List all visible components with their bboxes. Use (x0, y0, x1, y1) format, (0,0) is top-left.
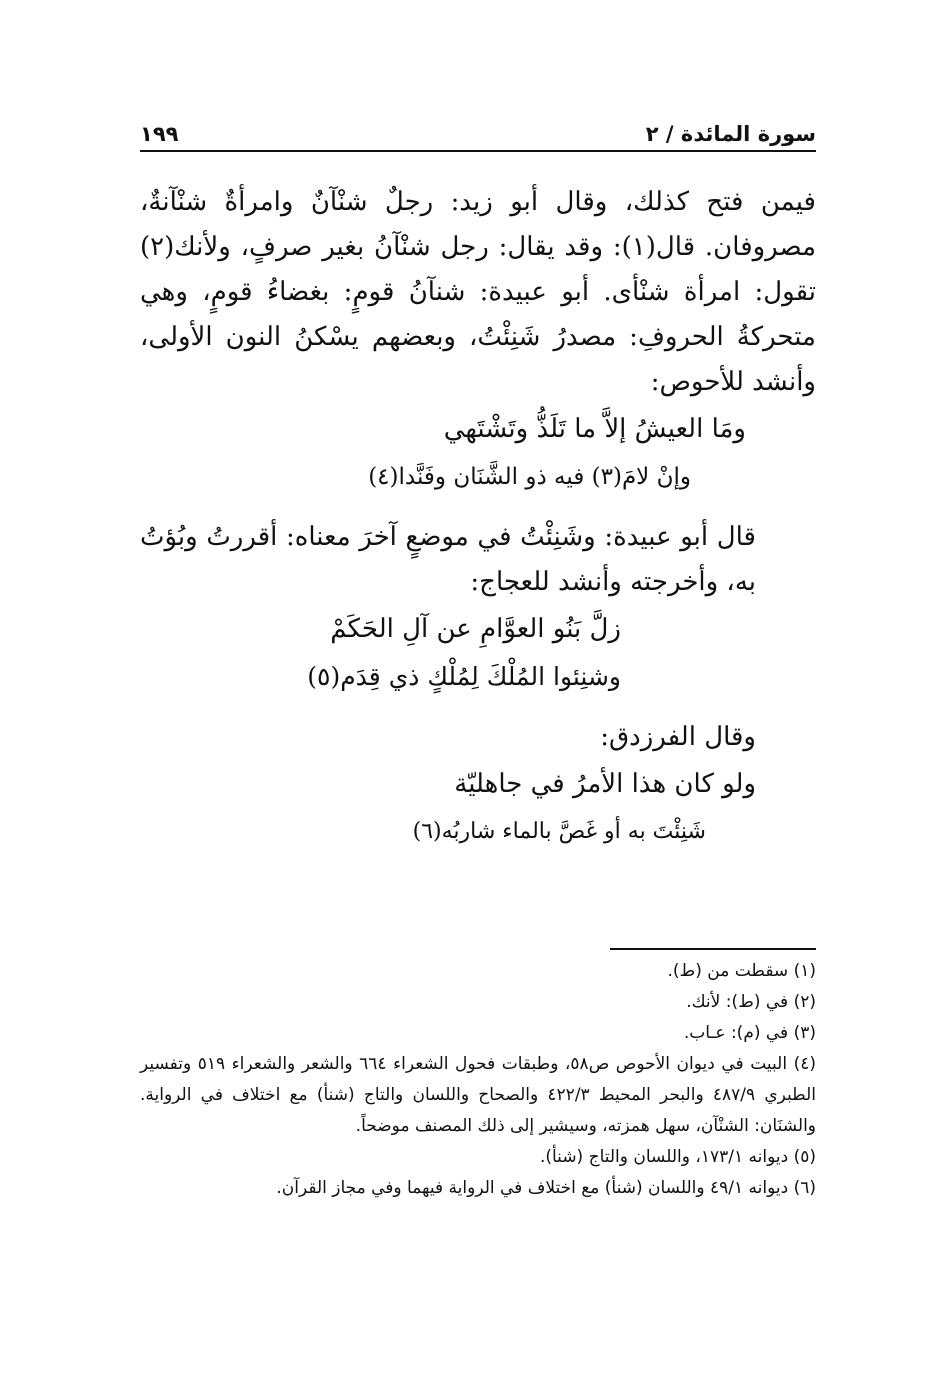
verse-farazdaq-line-1: ولو كان هذا الأمرُ في جاهليّة (454, 769, 756, 799)
verse-ajjaj-line-2: وشنِئوا المُلْكَ لِمُلْكٍ ذي قِدَم(٥) (307, 662, 621, 691)
footnotes (140, 956, 816, 1204)
verse-ahwas-line-2: وإنْ لامَ(٣) فيه ذو الشَّنَان وفَنَّدا(٤) (368, 464, 691, 490)
verse-ahwas (140, 405, 816, 501)
paragraph-3: وقال الفرزدق: (600, 722, 756, 752)
footnote-5: (٥) ديوانه ١٧٣/١، واللسان والتاج (شنأ). (539, 1147, 816, 1167)
footnote-4: (٤) البيت في ديوان الأحوص ص٥٨، وطبقات فحول الشعراء ٦٦٤ والشعر والشعراء ٥١٩ وتفسير الطبري ٤٨٧/٩ والبحر المحيط ٤٢٢/٣ والصحاح واللسان والتاج (شنأ) مع اختلاف في الرواية. والشنَان: الشنْآن، سهل همزته، وسيشير إلى ذلك المصنف موضحاً. (140, 1054, 816, 1136)
paragraph-2: قال أبو عبيدة: وشَنِئْتُ في موضعٍ آخرَ معناه: أقررتُ وبُؤتُ به، وأخرجته وأنشد للعجاج: (140, 522, 756, 597)
verse-farazdaq (140, 760, 816, 856)
footnote-1: (١) سقطت من (ط). (667, 961, 816, 981)
footnote-2: (٢) في (ط): لأنك. (686, 992, 816, 1012)
verse-ajjaj (140, 605, 816, 701)
footnote-6: (٦) ديوانه ٤٩/١ واللسان (شنأ) مع اختلاف في الرواية فيهما وفي مجاز القرآن. (276, 1178, 816, 1198)
footnote-3: (٣) في (م): عـاب. (683, 1023, 816, 1043)
verse-farazdaq-line-2: شَنِئْتَ به أو غَصَّ بالماء شاربُه(٦) (412, 819, 706, 844)
running-title: سورة المائدة / ٢ (645, 122, 816, 146)
verse-ahwas-line-1: ومَا العيشُ إلاَّ ما تَلَذُّ وتَشْتَهي (443, 414, 746, 444)
spacer (140, 701, 816, 715)
paragraph-1: فيمن فتح كذلك، وقال أبو زيد: رجلٌ شنْآنٌ وامرأةٌ شنْآنةٌ، مصروفان. قال(١): وقد يقال: رجل شنْآنُ بغير صرفٍ، ولأنك(٢) تقول: امرأة شنْأى. أبو عبيدة: شنآنُ قومٍ: بغضاءُ قومٍ، وهي متحركةُ الحروفِ: مصدرُ شَنِئْتُ، وبعضهم يسْكنُ النون الأولى، وأنشد للأحوص: (140, 187, 816, 397)
footnote-separator (610, 948, 816, 950)
main-text (140, 180, 816, 856)
page-header (140, 112, 816, 152)
spacer (140, 501, 816, 515)
page-number: ١٩٩ (140, 122, 179, 146)
verse-ajjaj-line-1: زلَّ بَنُو العوَّامِ عن آلِ الحَكَمْ (330, 614, 621, 644)
